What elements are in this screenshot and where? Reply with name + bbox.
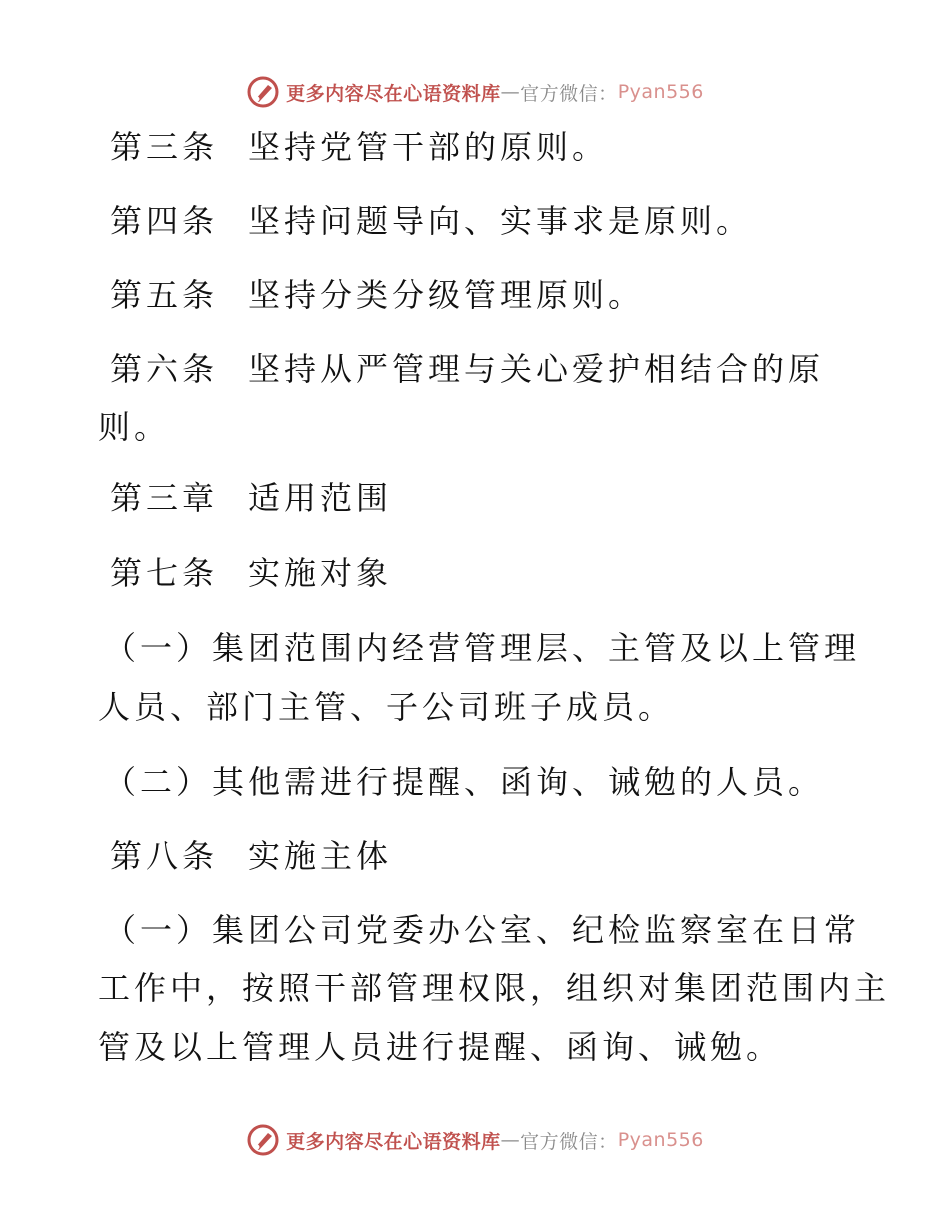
clause-8-1 [104,910,860,950]
clause-8-1-line-3 [98,1027,782,1067]
article-label: 第八条 [110,837,219,875]
article-label: 第七条 [110,554,219,592]
article-text: 实施对象 [248,554,393,592]
paragraph-text: 管及以上管理人员进行提醒、函询、诫勉。 [98,1028,783,1066]
paragraph-text: （一）集团公司党委办公室、纪检监察室在日常 [104,911,861,949]
article-3 [110,127,608,167]
watermark-handle: Pyan556 [617,1129,704,1151]
chapter-3-heading [110,478,392,518]
clause-7-2 [104,762,824,802]
watermark-wechat-label: 官方微信： [520,82,618,105]
article-4 [110,201,752,241]
article-text: 坚持党管干部的原则。 [248,128,609,166]
paragraph-text: （一）集团范围内经营管理层、主管及以上管理 [104,629,861,667]
article-text: 实施主体 [248,837,393,875]
paragraph-text: （二）其他需进行提醒、函询、诫勉的人员。 [104,763,825,801]
watermark-separator: — [500,81,521,103]
article-label: 第三条 [110,128,219,166]
watermark-separator: — [500,1129,521,1151]
watermark-site-name: 更多内容尽在心语资料库 [286,1130,501,1153]
watermark-wechat-label: 官方微信： [520,1130,618,1153]
paragraph-text: 则。 [98,408,171,446]
article-5 [110,275,644,315]
pen-logo-icon [246,75,280,109]
article-6-continued [98,407,170,447]
clause-8-1-line-2 [98,968,890,1008]
clause-7-1-continued [98,687,674,727]
watermark-handle: Pyan556 [617,81,704,103]
article-text: 坚持分类分级管理原则。 [248,276,645,314]
paragraph-text: 工作中，按照干部管理权限，组织对集团范围内主 [98,969,891,1007]
chapter-title: 适用范围 [248,479,393,517]
article-label: 第五条 [110,276,219,314]
article-label: 第四条 [110,202,219,240]
article-text: 坚持从严管理与关心爱护相结合的原 [248,350,825,388]
article-6 [110,349,824,389]
watermark-site-name: 更多内容尽在心语资料库 [286,82,501,105]
watermark-header [0,72,950,112]
chapter-label: 第三章 [110,479,219,517]
article-text: 坚持问题导向、实事求是原则。 [248,202,753,240]
article-8 [110,836,392,876]
article-label: 第六条 [110,350,219,388]
article-7 [110,553,392,593]
clause-7-1 [104,628,860,668]
paragraph-text: 人员、部门主管、子公司班子成员。 [98,688,675,726]
pen-logo-icon [246,1123,280,1157]
watermark-footer [0,1120,950,1160]
